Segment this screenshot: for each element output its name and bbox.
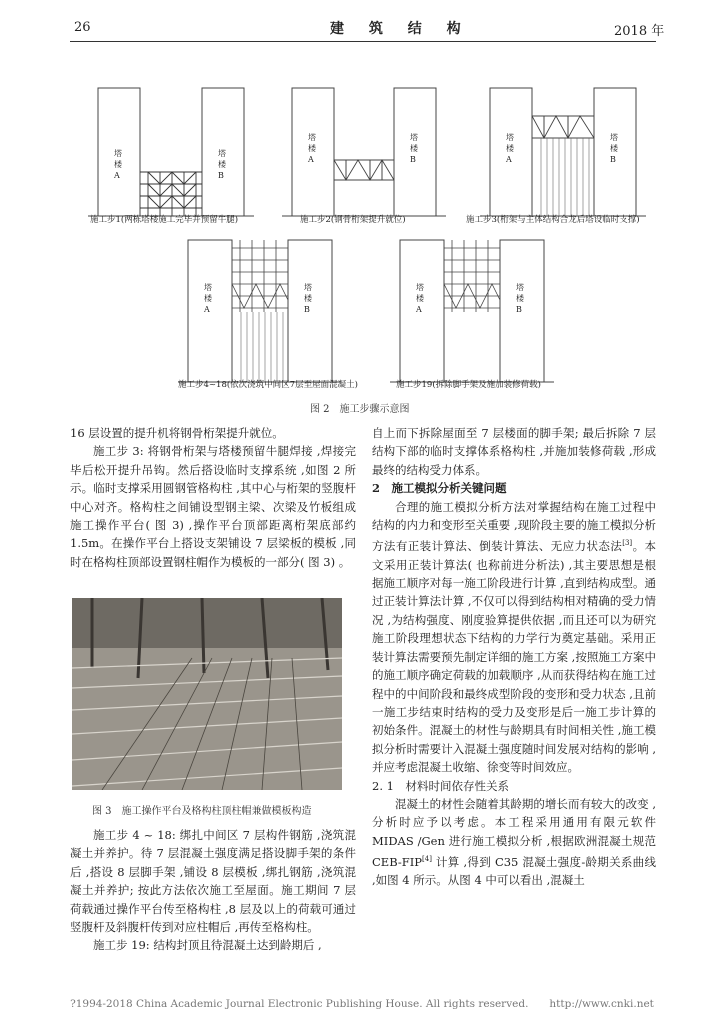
right-paragraph-2 [372, 498, 656, 777]
panel-1-label-b: 塔楼 B [218, 149, 226, 180]
panel-2-label-a: 塔楼 A [308, 133, 316, 164]
section-2-1-heading: 2. 1 材料时间依存性关系 [372, 778, 509, 793]
panel-3-diagram [480, 88, 646, 216]
left-paragraph-2: 施工步 3: 将钢骨桁架与塔楼预留牛腿焊接 ,焊接完毕后松开提升吊钩。然后搭设临时支撑系统 ,如图 2 所示。临时支撑采用圆钢管格构柱 ,其中心与桁架的竖腹杆中心对齐。格构柱之间铺设型钢主梁、次梁及竹板组成施工操作平台( 图 3) ,操作平台顶部距离桁架底部约 1.5m。在操作平台上搭设支架铺设 7 层梁板的模板 ,同时在格构柱顶部设置钢柱帽作为模板的一部分( 图 3) 。 [70, 444, 356, 569]
section-2-heading: 2 施工模拟分析关键问题 [372, 481, 507, 496]
panel-3-label-a: 塔楼 A [506, 133, 514, 164]
panel-1-diagram [88, 88, 254, 216]
left-paragraph-4: 施工步 19: 结构封顶且待混凝土达到龄期后 , [93, 938, 322, 953]
page-number: 26 [74, 20, 91, 35]
right-paragraph-3 [372, 795, 656, 890]
panel-5-label-a: 塔楼 A [416, 283, 424, 314]
figure-2-construction-steps [70, 80, 660, 400]
right-paragraph-2b: 。本文采用正装计算法( 也称前进分析法) ,其主要思想是根据施工顺序对每一施工阶段进行计算 ,直到结构成型。通过正装计算法计算 ,不仅可以得到结构相对精确的受力情况 ,为结构强度、刚度验算提供依据 ,而且还可以为研究施工阶段理想状态下结构的力学行为奠定基础。采用正装计算法需要预先制定详细的施工方案 ,按照施工方案中的施工顺序确定荷载的加载顺序 ,从而获得结构在施工过程中的中间阶段和最终成型阶段的变形和受力状态 ,且前一施工步结束时结构的受力及变形是后一施工步计算的初始条件。混凝土的材性与龄期具有时间相关性 ,施工模拟分析时需要计入混凝土强度随时间发展对结构的影响 ,并应考虑混凝土收缩、徐变等时间效应。 [372, 539, 657, 775]
panel-1-caption: 施工步1(两栋塔楼施工完毕并预留牛腿) [90, 215, 239, 225]
panel-2-caption: 施工步2(钢骨桁架提升就位) [300, 215, 406, 225]
panel-5-label-b: 塔楼 B [516, 283, 524, 314]
panel-4-diagram [178, 240, 342, 382]
panel-5-diagram [390, 240, 554, 382]
issue-year: 2018 年 [614, 24, 665, 39]
right-column [372, 424, 656, 890]
right-paragraph-1: 自上而下拆除屋面至 7 层楼面的脚手架; 最后拆除 7 层结构下部的临时支撑体系格构柱 ,并施加装修荷载 ,形成最终的结构受力体系。 [372, 426, 656, 477]
citation-4: [4] [422, 855, 432, 864]
header-rule [70, 41, 656, 42]
left-column [70, 424, 356, 571]
left-column-lower [70, 826, 356, 955]
panel-2-diagram [282, 88, 446, 216]
figure-2-caption: 图 2 施工步骤示意图 [310, 404, 410, 415]
left-paragraph-1: 16 层设置的提升机将钢骨桁架提升就位。 [70, 426, 284, 440]
right-paragraph-2a: 合理的施工模拟分析方法对掌握结构在施工过程中结构的内力和变形至关重要 ,现阶段主要的施工模拟分析方法有正装计算法、倒装计算法、无应力状态法 [372, 499, 656, 554]
panel-5-caption: 施工步19(拆除脚手架及施加装修荷载) [396, 380, 541, 390]
journal-title: 建 筑 结 构 [330, 21, 471, 37]
citation-3: [3] [622, 539, 633, 548]
panel-3-label-b: 塔楼 B [610, 133, 618, 164]
panel-2-label-b: 塔楼 B [410, 133, 418, 164]
figure-3-photo [72, 598, 342, 790]
right-paragraph-3b: 计算 ,得到 C35 混凝土强度-龄期关系曲线 ,如图 4 所示。从图 4 中可以看出 ,混凝土 [372, 855, 656, 888]
panel-4-label-b: 塔楼 B [304, 283, 312, 314]
panel-4-caption: 施工步4~18(依次浇筑中间区7层至屋面混凝土) [178, 380, 358, 390]
panel-4-label-a: 塔楼 A [204, 283, 212, 314]
right-paragraph-3a: 混凝土的材性会随着其龄期的增长而有较大的改变 ,分析时应予以考虑。本工程采用通用有限元软件 MIDAS /Gen 进行施工模拟分析 ,根据欧洲混凝土规范 CEB-FIP [372, 796, 656, 869]
left-paragraph-3: 施工步 4 ~ 18: 绑扎中间区 7 层构件钢筋 ,浇筑混凝土并养护。待 7 层混凝土强度满足搭设脚手架的条件后 ,搭设 8 层脚手架 ,铺设 8 层模板 ,绑扎钢筋 ,浇筑混凝土并养护; 按此方法依次施工至屋面。施工期间 7 层荷载通过操作平台传至格构柱 ,8 层及以上的荷载可通过竖腹杆及斜腹杆传到对应柱帽后 ,再传至格构柱。 [70, 828, 356, 935]
figure-3-caption: 图 3 施工操作平台及格构柱顶柱帽兼做模板构造 [92, 806, 312, 817]
panel-3-caption: 施工步3(桁架与主体结构合龙后塔设临时支撑) [466, 215, 640, 225]
copyright-footer: ?1994-2018 China Academic Journal Electronic Publishing House. All rights reserved. http://www.cnki.net [70, 998, 654, 1010]
panel-1-label-a: 塔楼 A [114, 149, 122, 180]
